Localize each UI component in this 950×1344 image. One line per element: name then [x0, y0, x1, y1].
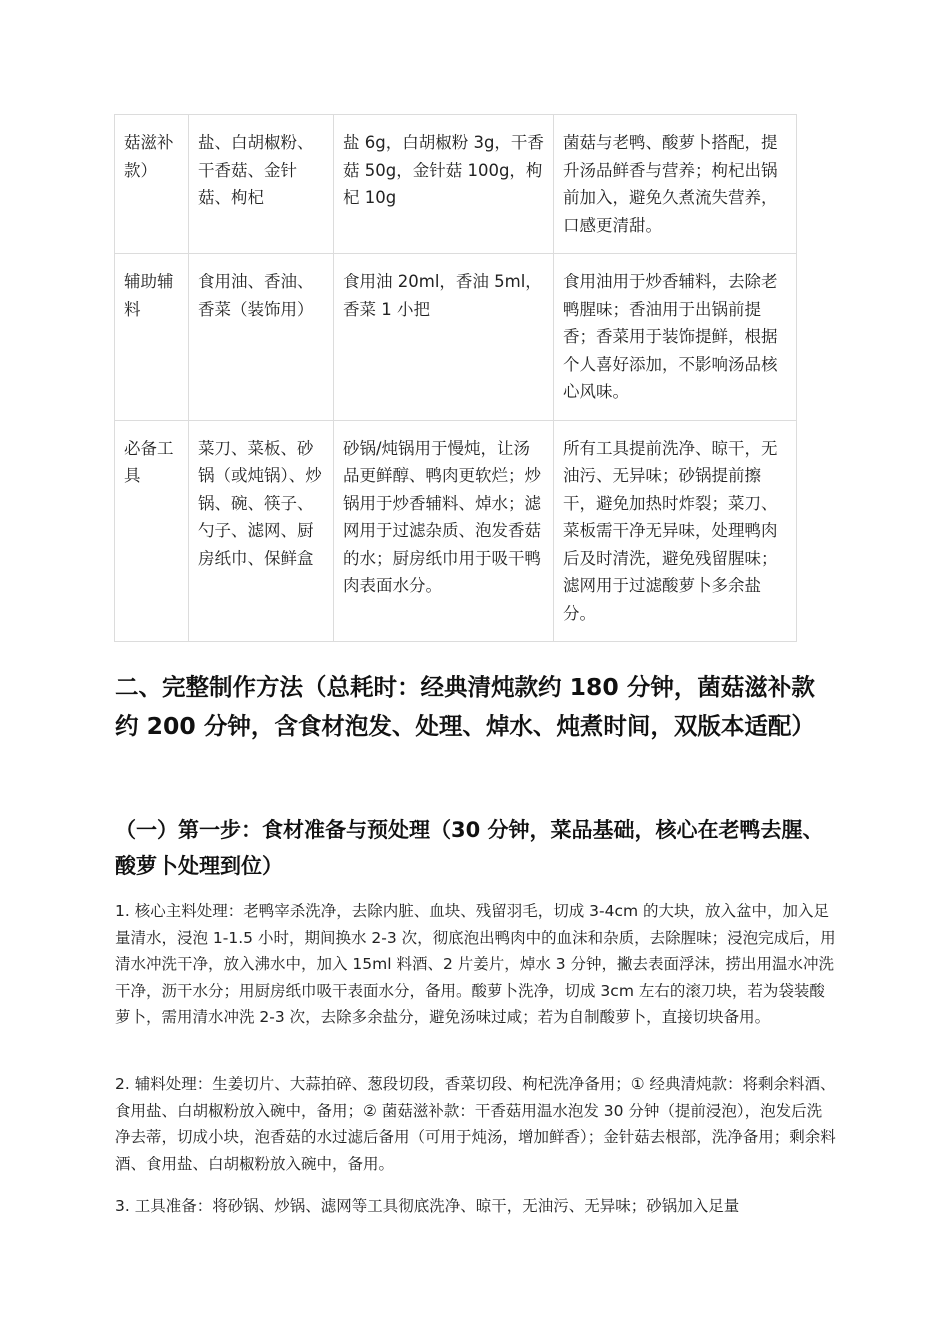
- table-cell-items: 菜刀、菜板、砂锅（或炖锅）、炒锅、碗、筷子、勺子、滤网、厨房纸巾、保鲜盒: [189, 420, 334, 642]
- table-cell-category: 必备工具: [115, 420, 189, 642]
- paragraph-main-ingredient: 1. 核心主料处理：老鸭宰杀洗净，去除内脏、血块、残留羽毛，切成 3-4cm 的大块，放入盆中，加入足量清水，浸泡 1-1.5 小时，期间换水 2-3 次，彻底泡出鸭肉中的血沫和杂质，去除腥味；浸泡完成后，用清水冲洗干净，放入沸水中，加入 15ml 料酒、2 片姜片，焯水 3 分钟，撇去表面浮沫，捞出用温水冲洗干净，沥干水分；用厨房纸巾吸干表面水分，备用。酸萝卜洗净，切成 3cm 左右的滚刀块，若为袋装酸萝卜，需用清水冲洗 2-3 次，去除多余盐分，避免汤味过咸；若为自制酸萝卜，直接切块备用。: [115, 902, 836, 1026]
- table-cell-amount: 盐 6g，白胡椒粉 3g，干香菇 50g，金针菇 100g，枸杞 10g: [334, 115, 554, 254]
- table-cell-category: 辅助辅料: [115, 254, 189, 421]
- paragraph-tools: 3. 工具准备：将砂锅、炒锅、滤网等工具彻底洗净、晾干，无油污、无异味；砂锅加入足量: [115, 1197, 740, 1215]
- step-heading: （一）第一步：食材准备与预处理（30 分钟，菜品基础，核心在老鸭去腥、酸萝卜处理到位）: [115, 818, 824, 878]
- table-row: [115, 115, 797, 254]
- ingredient-table: [114, 114, 797, 642]
- table-row: [115, 254, 797, 421]
- table-cell-note: 所有工具提前洗净、晾干，无油污、无异味；砂锅提前擦干，避免加热时炸裂；菜刀、菜板需干净无异味，处理鸭肉后及时清洗，避免残留腥味；滤网用于过滤酸萝卜多余盐分。: [554, 420, 797, 642]
- section-heading: 二、完整制作方法（总耗时：经典清炖款约 180 分钟，菌菇滋补款约 200 分钟，含食材泡发、处理、焯水、炖煮时间，双版本适配）: [115, 673, 815, 740]
- table-cell-items: 食用油、香油、香菜（装饰用）: [189, 254, 334, 421]
- table-cell-note: 菌菇与老鸭、酸萝卜搭配，提升汤品鲜香与营养；枸杞出锅前加入，避免久煮流失营养，口感更清甜。: [554, 115, 797, 254]
- table-cell-amount: 食用油 20ml，香油 5ml，香菜 1 小把: [334, 254, 554, 421]
- table-cell-items: 盐、白胡椒粉、干香菇、金针菇、枸杞: [189, 115, 334, 254]
- paragraph-auxiliary: 2. 辅料处理：生姜切片、大蒜拍碎、葱段切段，香菜切段、枸杞洗净备用；① 经典清炖款：将剩余料酒、食用盐、白胡椒粉放入碗中，备用；② 菌菇滋补款：干香菇用温水泡发 30 分钟（提前浸泡），泡发后洗净去蒂，切成小块，泡香菇的水过滤后备用（可用于炖汤，增加鲜香）；金针菇去根部，洗净备用；剩余料酒、食用盐、白胡椒粉放入碗中，备用。: [115, 1075, 836, 1173]
- table-cell-category: 菇滋补款）: [115, 115, 189, 254]
- table-cell-amount: 砂锅/炖锅用于慢炖，让汤品更鲜醇、鸭肉更软烂；炒锅用于炒香辅料、焯水；滤网用于过滤杂质、泡发香菇的水；厨房纸巾用于吸干鸭肉表面水分。: [334, 420, 554, 642]
- table-row: [115, 420, 797, 642]
- table-cell-note: 食用油用于炒香辅料，去除老鸭腥味；香油用于出锅前提香；香菜用于装饰提鲜，根据个人喜好添加，不影响汤品核心风味。: [554, 254, 797, 421]
